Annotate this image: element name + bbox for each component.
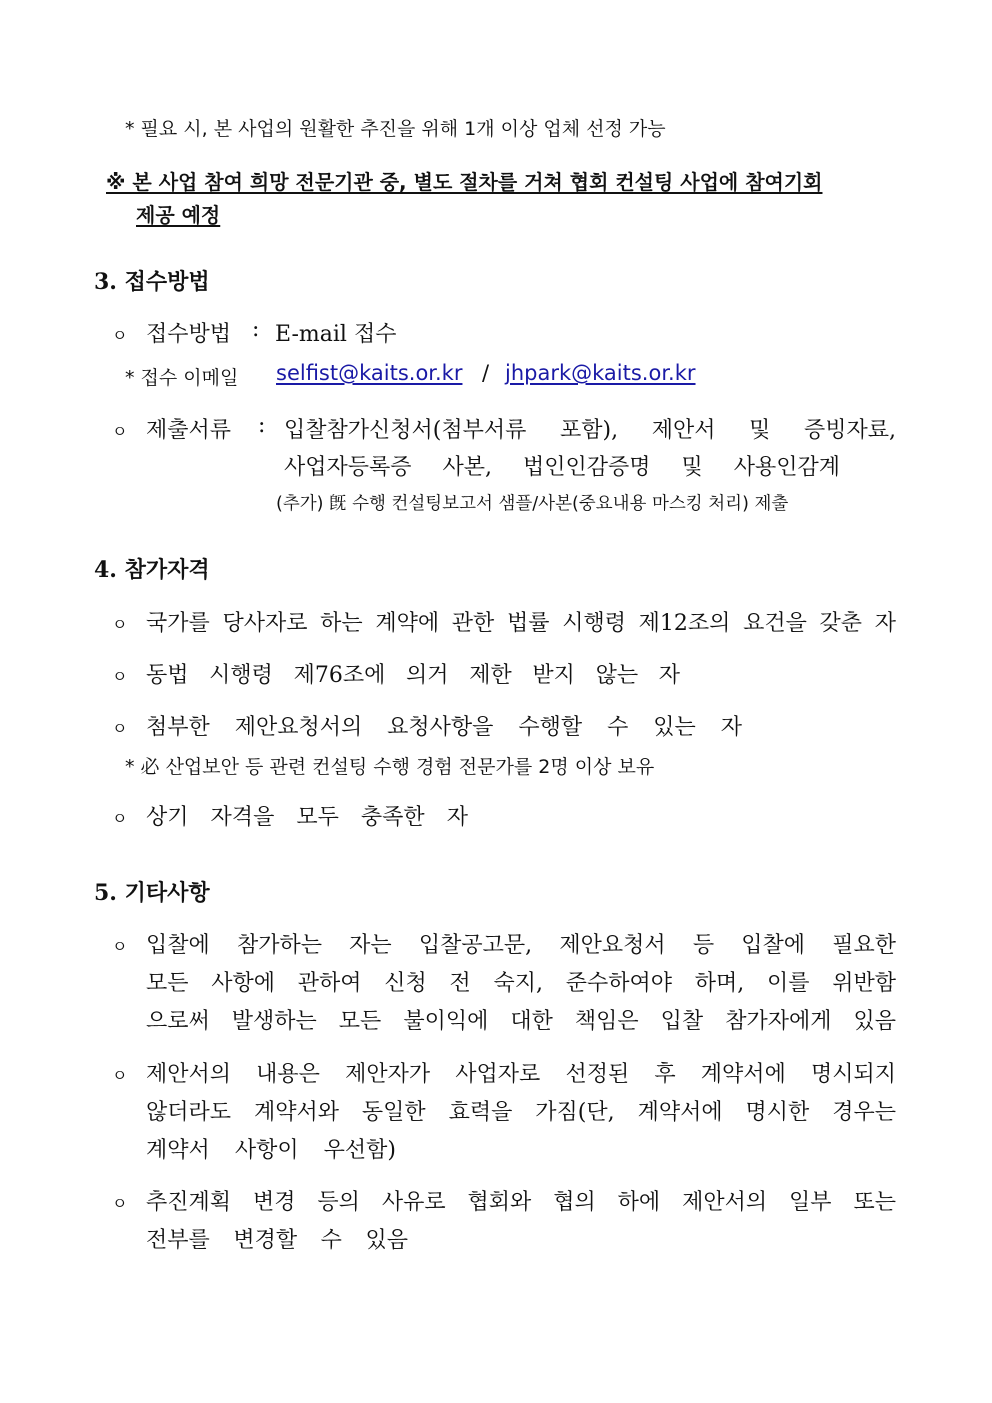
note-top: * 필요 시, 본 사업의 원활한 추진을 위해 1개 이상 업체 선정 가능 [125, 118, 666, 140]
notice-line-2: 제공 예정 [136, 203, 221, 227]
qualification-item-2: 동법 시행령 제76조에 의거 제한 받지 않는 자 [146, 663, 680, 688]
docs-line-3: (추가) 旣 수행 컨설팅보고서 샘플/사본(중요내용 마스킹 처리) 제출 [276, 494, 789, 514]
email-label: * 접수 이메일 [125, 367, 239, 389]
other-item-3-line-2: 전부를 변경할 수 있음 [146, 1228, 408, 1253]
other-item-2-line-2: 않더라도 계약서와 동일한 효력을 가짐(단, 계약서에 명시한 경우는 [146, 1100, 896, 1125]
email-separator: / [482, 361, 490, 385]
method-value: E-mail 접수 [275, 322, 397, 347]
docs-separator: : [258, 413, 266, 438]
other-item-3-line-1: 추진계획 변경 등의 사유로 협회와 협의 하에 제안서의 일부 또는 [146, 1190, 896, 1215]
bullet-icon: ㅇ [112, 1194, 128, 1213]
other-item-1-line-3: 으로써 발생하는 모든 불이익에 대한 책임은 입찰 참가자에게 있음 [146, 1009, 896, 1034]
bullet-icon: ㅇ [112, 809, 128, 828]
section-5-title: 5. 기타사항 [94, 880, 210, 906]
email-link-2[interactable]: jhpark@kaits.or.kr [505, 361, 696, 385]
bullet-icon: ㅇ [112, 326, 128, 345]
bullet-icon: ㅇ [112, 615, 128, 634]
bullet-icon: ㅇ [112, 937, 128, 956]
qualification-item-4: 상기 자격을 모두 충족한 자 [146, 805, 468, 830]
docs-label: 제출서류 [146, 418, 232, 443]
section-3-title: 3. 접수방법 [94, 269, 210, 295]
qualification-item-1: 국가를 당사자로 하는 계약에 관한 법률 시행령 제12조의 요건을 갖춘 자 [146, 611, 896, 636]
email-link-1[interactable]: selfist@kaits.or.kr [276, 361, 463, 385]
qualification-item-3-note: * 必 산업보안 등 관련 컨설팅 수행 경험 전문가를 2명 이상 보유 [125, 756, 655, 778]
method-label: 접수방법 [146, 322, 232, 347]
method-separator: : [252, 317, 260, 342]
other-item-2-line-1: 제안서의 내용은 제안자가 사업자로 선정된 후 계약서에 명시되지 [146, 1062, 896, 1087]
other-item-1-line-2: 모든 사항에 관하여 신청 전 숙지, 준수하여야 하며, 이를 위반함 [146, 971, 896, 996]
other-item-1-line-1: 입찰에 참가하는 자는 입찰공고문, 제안요청서 등 입찰에 필요한 [146, 933, 896, 958]
section-4-title: 4. 참가자격 [94, 557, 210, 583]
bullet-icon: ㅇ [112, 422, 128, 441]
docs-line-1: 입찰참가신청서(첨부서류 포함), 제안서 및 증빙자료, [284, 418, 896, 443]
qualification-item-3: 첨부한 제안요청서의 요청사항을 수행할 수 있는 자 [146, 715, 742, 740]
notice-line-1: ※ 본 사업 참여 희망 전문기관 중, 별도 절차를 거쳐 협회 컨설팅 사업에 참여기회 [106, 170, 823, 194]
bullet-icon: ㅇ [112, 1066, 128, 1085]
bullet-icon: ㅇ [112, 667, 128, 686]
bullet-icon: ㅇ [112, 719, 128, 738]
docs-line-2: 사업자등록증 사본, 법인인감증명 및 사용인감계 [284, 455, 840, 480]
other-item-2-line-3: 계약서 사항이 우선함) [146, 1138, 396, 1163]
